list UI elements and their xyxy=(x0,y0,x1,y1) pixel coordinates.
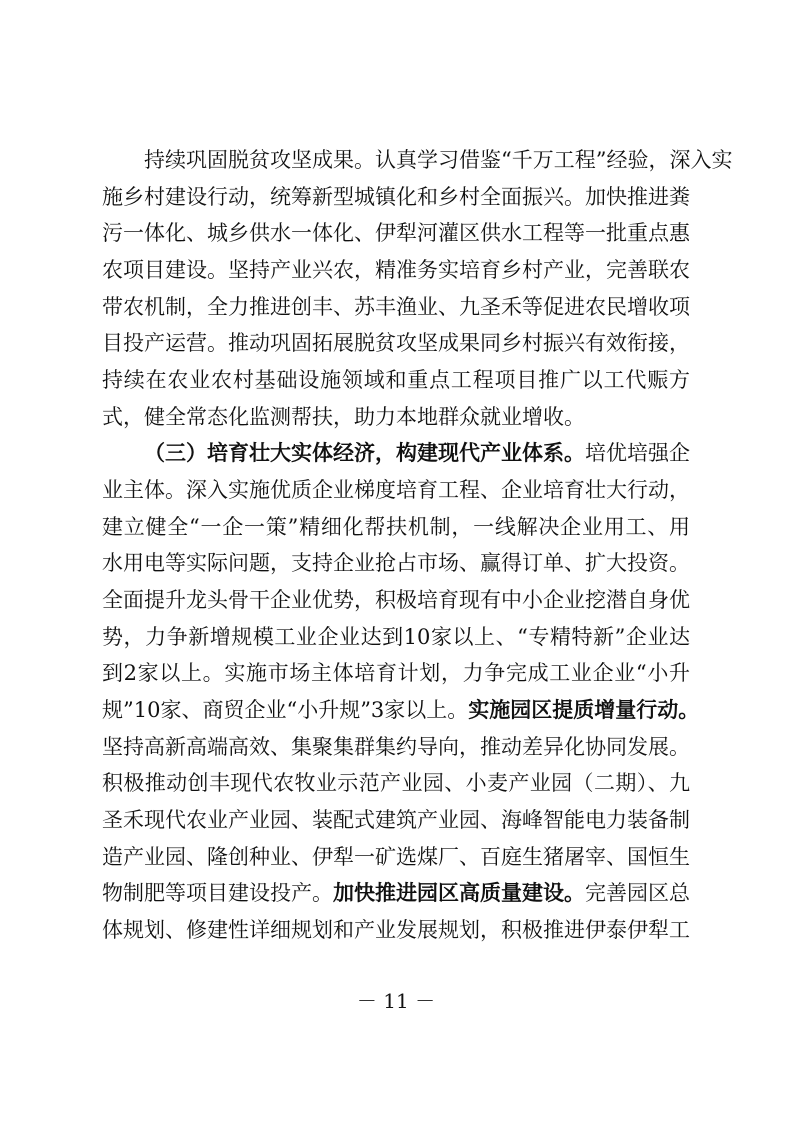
paragraph-line: 带农机制，全力推进创丰、苏丰渔业、九圣禾等促进农民增收项 xyxy=(102,295,690,319)
paragraph-line: 施乡村建设行动，统筹新型城镇化和乡村全面振兴。加快推进粪 xyxy=(102,185,690,209)
line-tail: 完善园区总 xyxy=(585,881,690,905)
paragraph-line: 目投产运营。推动巩固拓展脱贫攻坚成果同乡村振兴有效衔接， xyxy=(102,331,690,355)
bold-subheading: 实施园区提质增量行动。 xyxy=(468,697,700,722)
paragraph-line: 污一体化、城乡供水一体化、伊犁河灌区供水工程等一批重点惠 xyxy=(102,221,690,245)
paragraph-line xyxy=(102,877,690,909)
line-head: 规”10家、商贸企业“小升规”3家以上。 xyxy=(102,698,469,722)
paragraph-line: 造产业园、隆创种业、伊犁一矿选煤厂、百庭生猪屠宰、国恒生 xyxy=(102,845,690,869)
paragraph-line: 持续在农业农村基础设施领域和重点工程项目推广以工代赈方 xyxy=(102,368,690,392)
heading-line-tail: 培优培强企 xyxy=(585,441,690,465)
paragraph-line: 坚持高新高端高效、集聚集群集约导向，推动差异化协同发展。 xyxy=(102,735,690,759)
line-head: 物制肥等项目建设投产。 xyxy=(102,881,333,905)
section-heading: （三）培育壮大实体经济，构建现代产业体系。 xyxy=(144,440,585,465)
paragraph-line: 持续巩固脱贫攻坚成果。认真学习借鉴“千万工程”经验，深入实 xyxy=(144,148,733,172)
paragraph-line: 到2家以上。实施市场主体培育计划，力争完成工业企业“小升 xyxy=(102,661,690,685)
paragraph-line xyxy=(102,694,700,726)
paragraph-line: 积极推动创丰现代农牧业示范产业园、小麦产业园（二期）、九 xyxy=(102,771,690,795)
paragraph-line: 圣禾现代农业产业园、装配式建筑产业园、海峰智能电力装备制 xyxy=(102,808,690,832)
paragraph-line: 体规划、修建性详细规划和产业发展规划，积极推进伊泰伊犁工 xyxy=(102,918,690,942)
paragraph-line: 业主体。深入实施优质企业梯度培育工程、企业培育壮大行动， xyxy=(102,478,690,502)
paragraph-line: 建立健全“一企一策”精细化帮扶机制，一线解决企业用工、用 xyxy=(102,515,690,539)
paragraph-line: 全面提升龙头骨干企业优势，积极培育现有中小企业挖潜自身优 xyxy=(102,588,690,612)
bold-subheading: 加快推进园区高质量建设。 xyxy=(333,880,585,905)
section-heading-line xyxy=(144,437,690,469)
page-number: － 11 － xyxy=(356,989,436,1013)
paragraph-line: 农项目建设。坚持产业兴农，精准务实培育乡村产业，完善联农 xyxy=(102,258,690,282)
paragraph-line: 势，力争新增规模工业企业达到10家以上、“专精特新”企业达 xyxy=(102,625,690,649)
paragraph-line: 水用电等实际问题，支持企业抢占市场、赢得订单、扩大投资。 xyxy=(102,551,690,575)
paragraph-line: 式，健全常态化监测帮扶，助力本地群众就业增收。 xyxy=(102,405,585,429)
